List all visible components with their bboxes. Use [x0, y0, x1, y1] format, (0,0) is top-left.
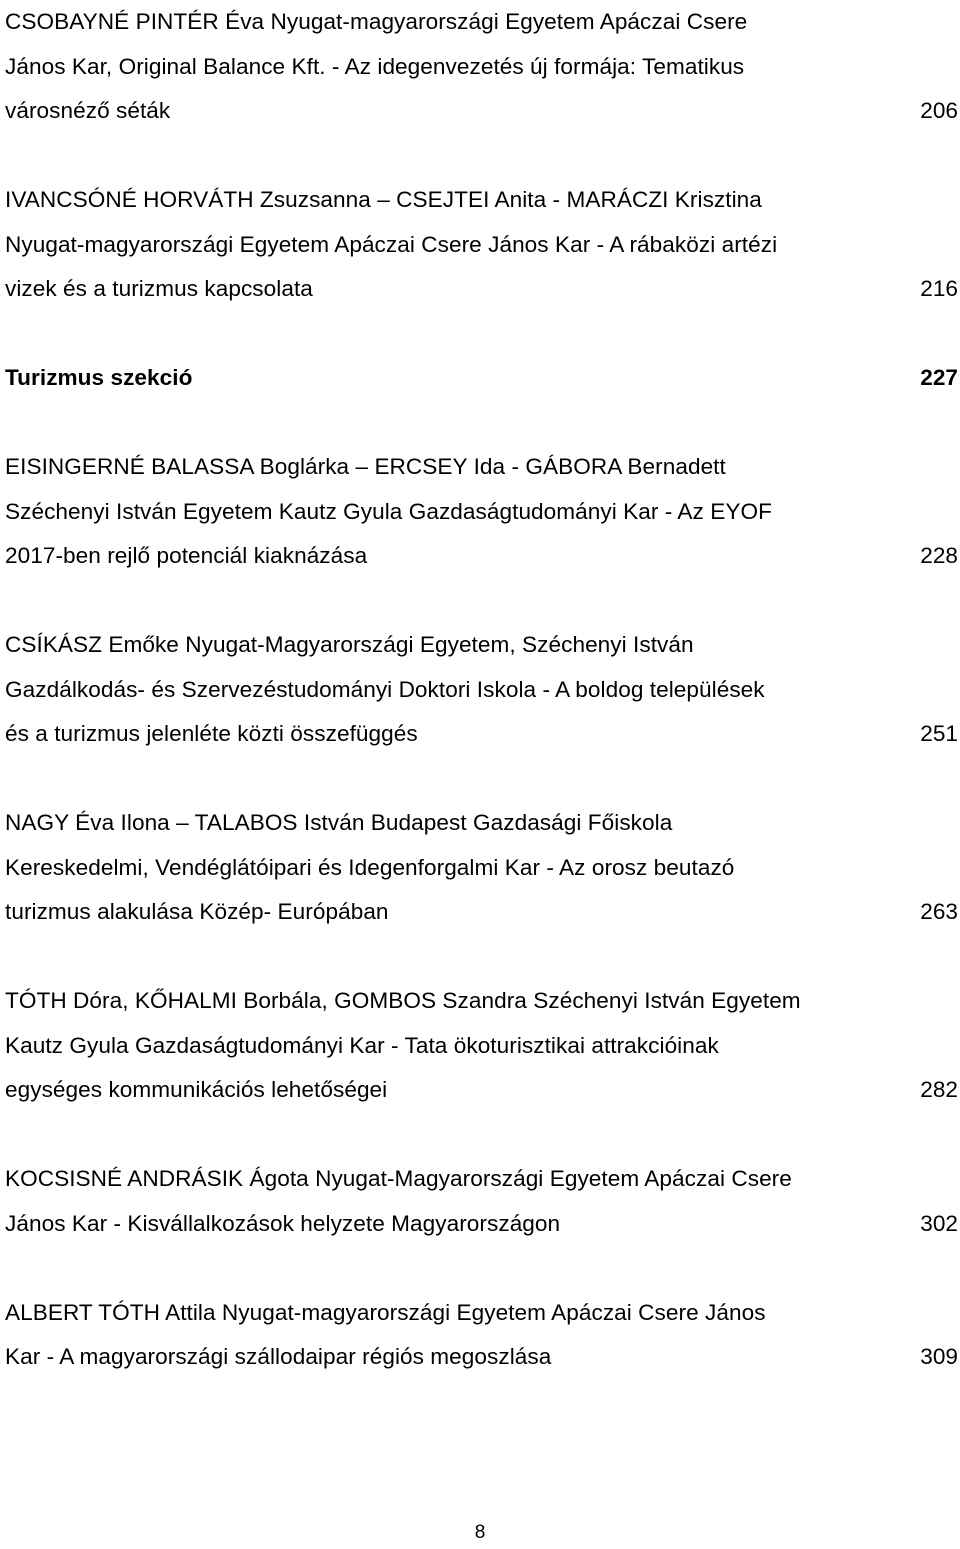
toc-entry	[5, 1291, 958, 1380]
toc-page-number: 263	[920, 899, 958, 924]
table-of-contents	[5, 0, 958, 1380]
entry-spacer	[5, 401, 958, 446]
toc-entry-line: ALBERT TÓTH Attila Nyugat-magyarországi Egyetem Apáczai Csere János	[5, 1299, 766, 1325]
toc-entry-line: NAGY Éva Ilona – TALABOS István Budapest Gazdasági Főiskola	[5, 810, 673, 835]
toc-section-heading	[5, 356, 958, 401]
toc-entry-line: vizek és a turizmus kapcsolata	[5, 276, 313, 301]
toc-entry	[5, 1157, 958, 1246]
toc-entry-line: városnéző séták	[5, 98, 171, 123]
toc-entry-line: KOCSISNÉ ANDRÁSIK Ágota Nyugat-Magyarországi Egyetem Apáczai Csere	[5, 1166, 792, 1191]
toc-page-number: 206	[920, 98, 958, 123]
entry-spacer	[5, 579, 958, 624]
toc-entry-line: Kautz Gyula Gazdaságtudományi Kar - Tata ökoturisztikai attrakcióinak	[5, 1032, 719, 1058]
toc-entry-line: IVANCSÓNÉ HORVÁTH Zsuzsanna – CSEJTEI Anita - MARÁCZI Krisztina	[5, 187, 762, 212]
toc-page-number: 309	[920, 1344, 958, 1369]
toc-entry	[5, 445, 958, 579]
toc-page-number: 282	[920, 1077, 958, 1102]
entry-spacer	[5, 1246, 958, 1291]
toc-entry-line: Kar - A magyarországi szállodaipar régiós megoszlása	[5, 1344, 552, 1369]
toc-entry	[5, 801, 958, 935]
toc-entry	[5, 623, 958, 757]
toc-entry	[5, 979, 958, 1113]
toc-entry-line: TÓTH Dóra, KŐHALMI Borbála, GOMBOS Szandra Széchenyi István Egyetem	[5, 988, 801, 1013]
toc-entry-line: János Kar, Original Balance Kft. - Az idegenvezetés új formája: Tematikus	[5, 53, 745, 79]
entry-spacer	[5, 935, 958, 980]
entry-spacer	[5, 1113, 958, 1158]
toc-entry-line: Széchenyi István Egyetem Kautz Gyula Gazdaságtudományi Kar - Az EYOF	[5, 498, 772, 524]
toc-entry-line: CSÍKÁSZ Emőke Nyugat-Magyarországi Egyetem, Széchenyi István	[5, 632, 694, 657]
toc-entry-line: 2017-ben rejlő potenciál kiaknázása	[5, 543, 368, 568]
toc-entry-line: Nyugat-magyarországi Egyetem Apáczai Csere János Kar - A rábaközi artézi	[5, 231, 778, 257]
toc-page-number: 227	[920, 365, 958, 390]
toc-entry-line: Turizmus szekció	[5, 365, 193, 390]
toc-entry-line: Kereskedelmi, Vendéglátóipari és Idegenforgalmi Kar - Az orosz beutazó	[5, 854, 735, 880]
toc-page-number: 251	[920, 721, 958, 746]
entry-spacer	[5, 134, 958, 179]
entry-spacer	[5, 312, 958, 357]
toc-entry-line: és a turizmus jelenléte közti összefüggés	[5, 721, 418, 746]
toc-entry-line: Gazdálkodás- és Szervezéstudományi Doktori Iskola - A boldog települések	[5, 676, 765, 702]
toc-entry-line: EISINGERNÉ BALASSA Boglárka – ERCSEY Ida - GÁBORA Bernadett	[5, 454, 726, 479]
toc-page-number: 302	[920, 1210, 958, 1236]
toc-entry-line: egységes kommunikációs lehetőségei	[5, 1077, 388, 1102]
footer-page-number: 8	[474, 1522, 486, 1543]
toc-entry-line: turizmus alakulása Közép- Európában	[5, 899, 389, 924]
toc-entry	[5, 178, 958, 312]
entry-spacer	[5, 757, 958, 802]
toc-entry-line: CSOBAYNÉ PINTÉR Éva Nyugat-magyarországi Egyetem Apáczai Csere	[5, 9, 748, 34]
toc-page-number: 216	[920, 276, 958, 301]
toc-page-number: 228	[920, 543, 958, 568]
toc-entry-line: János Kar - Kisvállalkozások helyzete Magyarországon	[5, 1210, 561, 1236]
toc-entry	[5, 0, 958, 134]
